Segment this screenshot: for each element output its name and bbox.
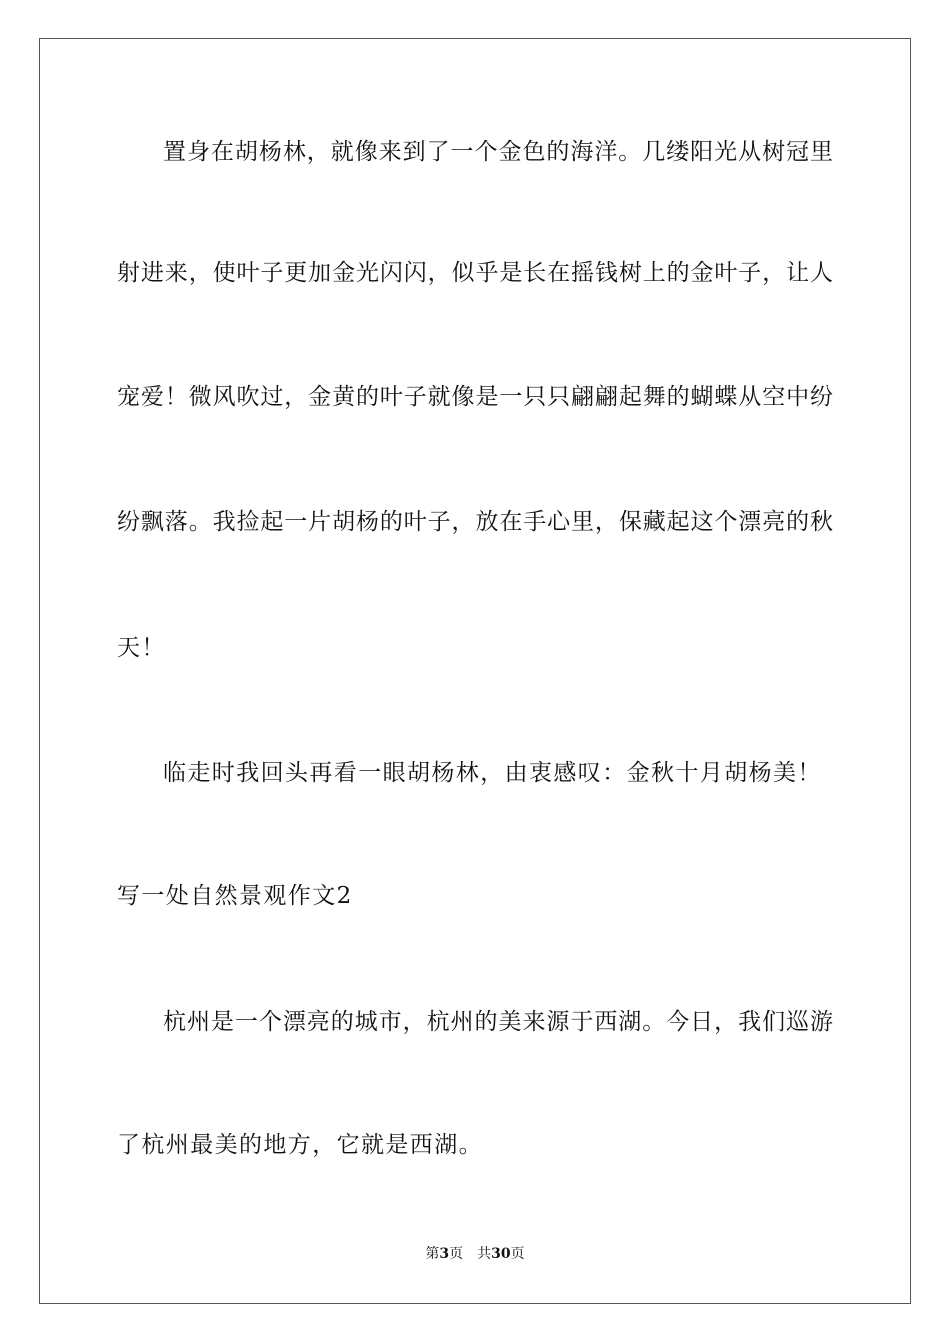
paragraph-line: 置身在胡杨林，就像来到了一个金色的海洋。几缕阳光从树冠里 <box>163 139 833 165</box>
total-prefix: 共 <box>477 1246 492 1262</box>
total-pages: 30 <box>491 1246 511 1262</box>
total-suffix: 页 <box>510 1246 525 1262</box>
page-suffix: 页 <box>449 1246 464 1262</box>
paragraph-line: 了杭州最美的地方，它就是西湖。 <box>117 1132 483 1158</box>
paragraph-line: 纷飘落。我捡起一片胡杨的叶子，放在手心里，保藏起这个漂亮的秋 <box>117 509 833 535</box>
paragraph-line: 天！ <box>117 635 166 661</box>
section-heading: 写一处自然景观作文2 <box>117 883 353 909</box>
page-number: 3 <box>439 1246 450 1262</box>
paragraph-line: 射进来，使叶子更加金光闪闪，似乎是长在摇钱树上的金叶子，让人 <box>117 260 833 286</box>
page-prefix: 第 <box>425 1246 440 1262</box>
page-border <box>39 38 911 1304</box>
page-footer <box>0 1244 950 1264</box>
paragraph-line: 杭州是一个漂亮的城市，杭州的美来源于西湖。今日，我们巡游 <box>163 1009 833 1035</box>
paragraph-line: 宠爱！微风吹过，金黄的叶子就像是一只只翩翩起舞的蝴蝶从空中纷 <box>117 384 833 410</box>
paragraph-line: 临走时我回头再看一眼胡杨林，由衷感叹：金秋十月胡杨美！ <box>163 760 822 786</box>
